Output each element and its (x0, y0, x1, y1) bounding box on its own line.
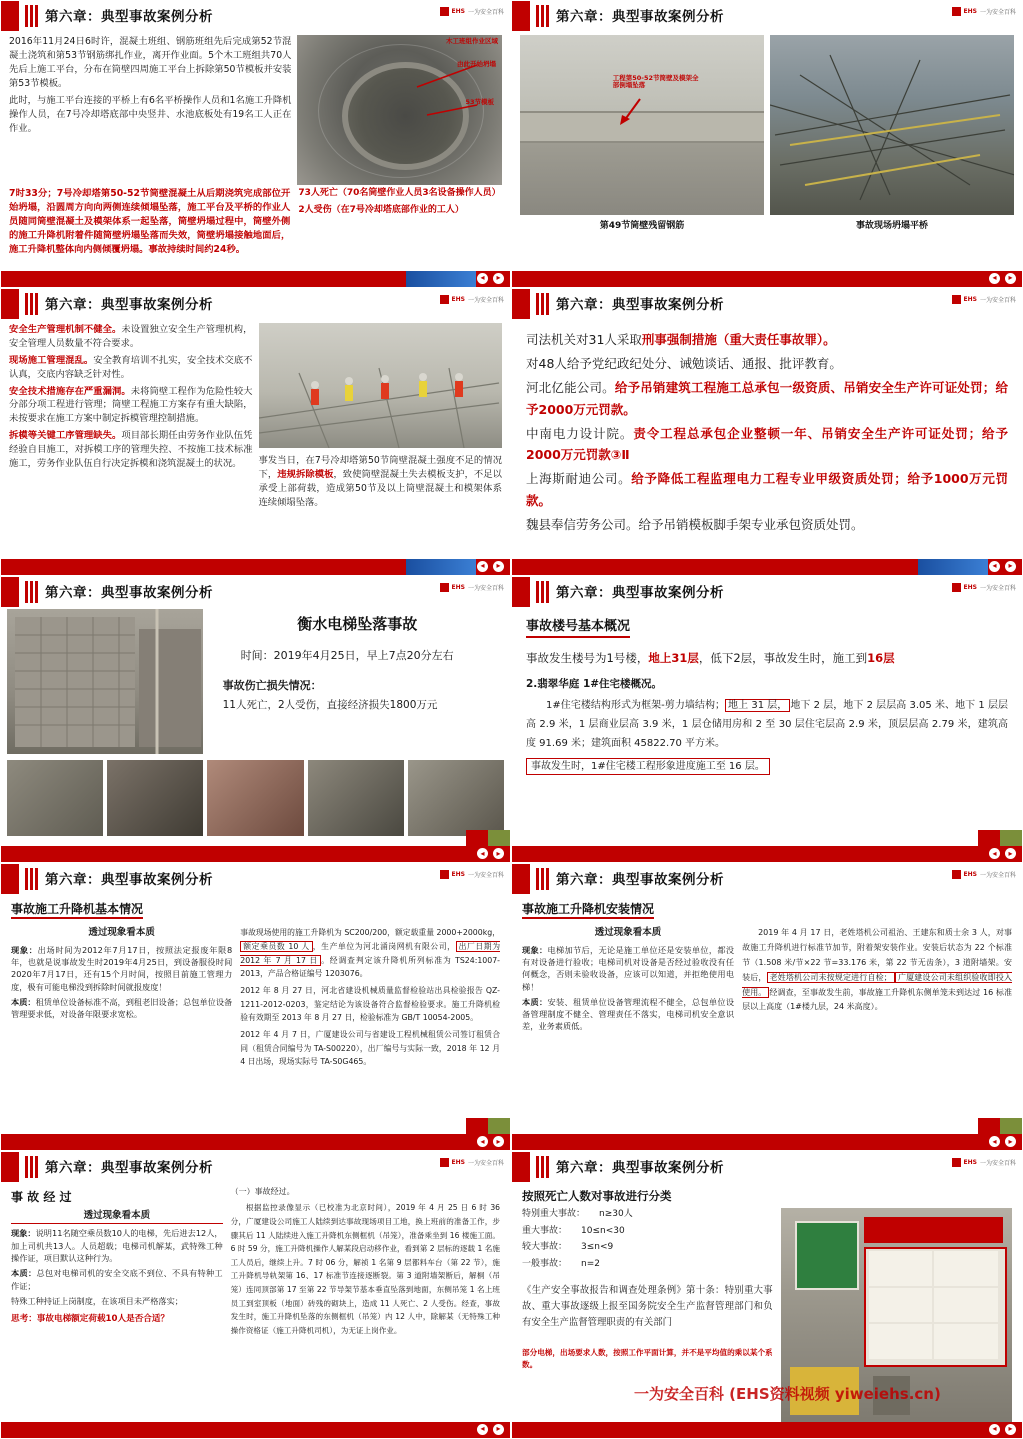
photo-wreckage-2 (107, 760, 203, 836)
penalty-line: 中南电力设计院。责令工程总承包企业整顿一年、吊销安全生产许可证处罚；给予2000万元罚款③Ⅱ (526, 425, 1008, 463)
section-title: 事 故 经 过 (11, 1190, 72, 1205)
slide-4 (511, 288, 1023, 576)
nav-next-button[interactable]: ▸ (493, 848, 504, 859)
ehs-logo: EHS 一为安全百科 (952, 1158, 1016, 1167)
slide-5 (0, 576, 511, 864)
photo-wreckage-5 (408, 760, 504, 836)
highlight-box: 事故发生时，1#住宅楼工程形象进度施工至 16 层。 (526, 758, 770, 775)
penalty-line: 魏县奉信劳务公司。给予吊销模板脚手架专业承包资质处罚。 (526, 516, 864, 532)
slide-10 (511, 1151, 1023, 1439)
photo-building-site (7, 609, 203, 754)
photo-annotation: 由此开始坍塌 (457, 60, 496, 68)
ehs-logo: EHS 一为安全百科 (952, 870, 1016, 879)
nav-next-button[interactable]: ▸ (493, 1424, 504, 1435)
photo-annotation: 木工班组作业区域 (446, 37, 498, 45)
nav-next-button[interactable]: ▸ (493, 1136, 504, 1147)
slide-6 (511, 576, 1023, 864)
class-row: 重大事故： 10≤n<30 (522, 1225, 625, 1236)
slide-footer (512, 846, 1022, 862)
header-bars-icon (536, 1156, 550, 1178)
slide-body (1, 894, 510, 1134)
ehs-logo: EHS 一为安全百科 (440, 583, 504, 592)
header-bars-icon (25, 581, 39, 603)
ehs-logo: EHS 一为安全百科 (440, 7, 504, 16)
building-icon (7, 609, 203, 754)
slide-header (512, 289, 1022, 319)
arrow-icon (297, 35, 502, 185)
slide-header (512, 864, 1022, 894)
last-line (526, 759, 1008, 774)
slide-footer (512, 559, 1022, 575)
photo-annotation: 53节模板 (465, 98, 494, 106)
page-title: 第六章：典型事故案例分析 (556, 872, 724, 889)
tab-green[interactable] (1000, 1118, 1022, 1134)
scaffold-icon (259, 323, 503, 448)
slide-header (512, 1, 1022, 31)
page-title: 第六章：典型事故案例分析 (556, 1160, 724, 1177)
photo-wreckage-1 (7, 760, 103, 836)
page-title: 第六章：典型事故案例分析 (45, 9, 213, 25)
page-title: 第六章：典型事故案例分析 (45, 872, 213, 889)
header-bars-icon (25, 1156, 39, 1178)
slide-body (512, 894, 1022, 1134)
phenomenon-block: 现象：出场时间为2012年7月17日，按照法定报废年限8年，也就是说事故发生时2019年4月25日，到设备服役时间2020年7月17日，还有15个月时间，按照目前施工管理力度，极有可能电梯没到拆除时间就报废度！ (11, 944, 233, 992)
slide-header (512, 1152, 1022, 1182)
nav-next-button[interactable]: ▸ (1005, 1136, 1016, 1147)
nav-prev-button[interactable]: ◂ (989, 1424, 1000, 1435)
nav-prev-button[interactable]: ◂ (989, 1136, 1000, 1147)
penalty-line: 对48人给予党纪政纪处分、诫勉谈话、通报、批评教育。 (526, 356, 842, 372)
footer-note: 部分电梯，出场要求人数，按照工作平面计算，并不是平均值的乘以某个系数。 (522, 1348, 773, 1369)
sub-title: 透过现象看本质 (594, 927, 662, 939)
tab-red[interactable] (978, 1118, 1000, 1134)
class-row: 特别重大事故： n≥30人 (522, 1209, 633, 1220)
tab-red[interactable] (466, 830, 488, 846)
penalty-line: 司法机关对31人采取刑事强制措施（重大责任事故罪）。 (526, 331, 836, 347)
tab-red[interactable] (978, 830, 1000, 846)
sub-title: 透过现象看本质 (88, 927, 155, 939)
installation-text: 2019 年 4 月 17 日，老姓塔机公司祖治、王建东和质士余 3 人，对事故施工升降机进行标准节加节，附着架安装作业。安装后状态为 22 个标准节（1.508 米/节×22 节=33.176 米，第 22 节无齿条），3 道附墙架。安装后， 老姓塔机公司未按规定进行自检； 广厦建设公司未组织验收即投入使用。 经调查，至事故发生前，事故施工升降机东侧单笼未到达过 16 标准层以上高度（1#楼九层，24 米高度）。 (742, 928, 1013, 1012)
header-bars-icon (25, 5, 39, 27)
photo-collapsed-bridge (770, 35, 1014, 215)
penalty-line: 上海斯耐迪公司。给予降低工程监理电力工程专业甲级资质处罚；给予1000万元罚款。 (526, 471, 1008, 508)
tab-green[interactable] (1000, 830, 1022, 846)
header-bars-icon (536, 5, 550, 27)
header-bars-icon (25, 868, 39, 890)
time-line: 时间：2019年4月25日，早上7点20分左右 (240, 648, 454, 662)
essence-block: 本质：安装、租赁单位设备管理流程不健全，总包单位设备管理制度不健全、管理责任不落实，电梯司机安全意识差，业务素质低。 (522, 996, 735, 1032)
slide-body (512, 1182, 1022, 1422)
nav-prev-button[interactable]: ◂ (477, 848, 488, 859)
class-row: 一般事故： n=2 (522, 1258, 600, 1269)
ehs-logo: EHS 一为安全百科 (440, 295, 504, 304)
slide-body (512, 31, 1022, 271)
casualty-line: 73人死亡（70名筒壁作业人员3名设备操作人员） (298, 188, 501, 198)
detail-text: 1#住宅楼结构形式为框架-剪力墙结构； 地上 31 层， 地下 2 层，地下 2 层层高 3.05 米、地下 1 层层高 2.9 米，1 层商业层高 3.9 米，1 层仓储用房和 2 至 30 层住宅层高 2.9 米，顶层层高 2.79 米，建筑高度 91.69 米；建筑面积 45822.70 平方米。 (526, 699, 1008, 749)
tab-green[interactable] (488, 1118, 510, 1134)
slide-body (1, 1182, 510, 1422)
phenomenon-block: 现象：电梯加节后，无论是施工单位还是安装单位，都没有对设备进行验收；电梯司机对设备是否经过验收没有任何概念，否则未验收设备，应该可以知道，并拒绝使用电梯！ (522, 944, 735, 992)
penalty-line: 河北亿能公司。给予吊销建筑工程施工总承包一级资质、吊销安全生产许可证处罚；给予2000万元罚款。 (526, 380, 1008, 417)
cause-item: 安全生产管理机制不健全。未设置独立安全生产管理机构，安全管理人员数量不符合要求。 (9, 323, 253, 349)
cause-item: 安全技术措施存在严重漏洞。未将筒壁工程作为危险性较大分部分项工程进行管理；筒壁工程施工方案存有重大缺陷，未按要求在施工方案中制定拆模管理控制措施。 (9, 385, 253, 425)
slide-footer (1, 1134, 510, 1150)
slide-body (512, 607, 1022, 847)
highlight-box: 地上 31 层， (725, 699, 790, 712)
slide-body (1, 31, 510, 271)
section-title: 事故施工升降机安装情况 (522, 900, 654, 919)
nav-next-button[interactable]: ▸ (1005, 848, 1016, 859)
tab-red[interactable] (466, 1118, 488, 1134)
process-title: （一）事故经过。 (230, 1187, 295, 1197)
phenomenon-block: 现象：说明11名随空乘员数10人的电梯，先后进去12人，加上司机共13人。人员超载；电梯司机解某，武特殊工种操作证，项目默认这种行为。 (11, 1228, 223, 1264)
ehs-logo: EHS 一为安全百科 (952, 583, 1016, 592)
regulation-text: 《生产安全事故报告和调查处理条例》第十条：特别重大事故、重大事故逐级上报至国务院安全生产监督管理部门和负有安全生产监督管理职责的有关部门 (522, 1285, 773, 1329)
slide-footer (512, 1422, 1022, 1438)
page-title: 第六章：典型事故案例分析 (556, 9, 724, 25)
nav-next-button[interactable]: ▸ (1005, 273, 1016, 284)
nav-next-button[interactable]: ▸ (493, 561, 504, 572)
highlight-box: 广厦建设公司未组织验收即投入使用。 (742, 972, 1013, 997)
ehs-logo: EHS 一为安全百科 (440, 870, 504, 879)
photo-caption: 第49节筒壁残留钢筋 (599, 221, 685, 231)
slide-1 (0, 0, 511, 288)
page-title: 第六章：典型事故案例分析 (556, 584, 724, 601)
watermark: 一为安全百科 (EHS资料视频 yiweiehs.cn) (633, 1384, 941, 1403)
section-title: 按照死亡人数对事故进行分类 (522, 1189, 672, 1204)
page-title: 第六章：典型事故案例分析 (556, 296, 724, 313)
slide-7 (0, 863, 511, 1151)
paragraph-bottom: 7时33分；7号冷却塔第50-52节筒壁混凝土从后期浇筑完成部位开始坍塌，沿圆周方向向两侧连续倾塌坠落，施工平台及平桥的作业人员随同筒壁混凝土及模架体系一起坠落，筒壁坍塌过程中，筒壁外侧的施工升降机附着件随筒壁坍塌坠落而失效，筒壁坍塌接触地面后，施工升降机整体向内侧倾覆坍塌。事故持续时间约24秒。 (9, 188, 291, 255)
cause-item: 现场施工管理混乱。安全教育培训不扎实，安全技术交底不认真，交底内容缺乏针对性。 (9, 354, 253, 380)
right-paragraph: 事发当日，在7号冷却塔第50节筒壁混凝土强度不足的情况下，违规拆除模板，致使筒壁混凝土失去模板支护，不足以承受上部荷载，造成第50节及以上筒壁混凝土和模架体系连续倾塌坠落。 (258, 454, 502, 508)
slide-footer (1, 271, 510, 287)
nav-prev-button[interactable]: ◂ (477, 273, 488, 284)
highlight-box: 老姓塔机公司未按规定进行自检； (767, 972, 895, 983)
paragraph: 2016年11月24日6时许，混凝土班组、钢筋班组先后完成第52节混凝土浇筑和第53节钢筋绑扎作业，离开作业面。5个木工班组共70人先后上施工平台，分布在筒壁四周施工平台上拆除第50节模板并安装第53节模板。 (9, 36, 292, 89)
nav-prev-button[interactable]: ◂ (989, 848, 1000, 859)
header-bars-icon (536, 581, 550, 603)
slide-header (1, 1152, 510, 1182)
slide-footer (1, 559, 510, 575)
slide-header (1, 577, 510, 607)
equipment-text-2: 2012 年 8 月 27 日，河北省建设机械质量监督检验站出具检验报告 QZ-1211-2012-0203，鉴定结论为该设备符合监督检验要求。施工升降机检验有效期至 2013 年 8 月 27 日，检验标准为 GB/T 10054-2005。 (240, 985, 500, 1023)
nav-prev-button[interactable]: ◂ (477, 1136, 488, 1147)
header-bars-icon (25, 293, 39, 315)
highlight-box: 出厂日期为 2012 年 7 月 17 日 (240, 942, 500, 965)
photo-remaining-rebar (520, 35, 764, 215)
slide-2 (511, 0, 1023, 288)
page-title: 第六章：典型事故案例分析 (45, 296, 213, 313)
summary-line: 事故发生楼号为1号楼，地上31层，低下2层，事故发生时，施工到16层 (526, 650, 895, 665)
slide-body (1, 607, 510, 847)
class-row: 较大事故： 3≤n<9 (522, 1242, 614, 1253)
slide-8 (511, 863, 1023, 1151)
header-bars-icon (536, 293, 550, 315)
equipment-text-1: 事故现场使用的施工升降机为 SC200/200，额定载重量 2000+2000kg，额定乘员数 10 人 ，生产单位为河北涌岗网机有限公司， 出厂日期为 2012 年 7 月 17 日 。经调查判定该升降机所列标准为 TS24:1007-2013，产品合格证编号 1203076。 (240, 928, 500, 979)
sub-title: 2.翡翠华庭 1#住宅楼概况。 (526, 677, 663, 690)
nav-next-button[interactable]: ▸ (1005, 561, 1016, 572)
essence-block-2: 特殊工种持证上岗制度，在该项目未严格落实； (11, 1295, 183, 1306)
header-bars-icon (536, 868, 550, 890)
accident-photo-aerial (297, 35, 502, 185)
slide-footer (1, 846, 510, 862)
arrow-icon (520, 35, 764, 215)
essence-block: 本质：总包对电梯司机的安全交底不到位、不具有特种工作证； (11, 1268, 223, 1291)
slide-footer (1, 1422, 510, 1438)
slide-9 (0, 1151, 511, 1439)
slide-footer (512, 271, 1022, 287)
essence-block: 本质：租赁单位设备标准不高，到租老旧设备；总包单位设备管理要求低，对设备年限要求宽松。 (11, 996, 233, 1020)
slide-body (1, 319, 510, 559)
loss-text: 11人死亡，2人受伤，直接经济损失1800万元 (222, 698, 438, 711)
slide-header (512, 577, 1022, 607)
nav-next-button[interactable]: ▸ (1005, 1424, 1016, 1435)
photo-workers-on-platform (259, 323, 503, 448)
photo-annotation: 工程第50-52节筒壁及模架全部倒塌坠落 (612, 73, 699, 90)
photo-wreckage-4 (308, 760, 404, 836)
slide-footer (512, 1134, 1022, 1150)
process-text: 根据监控录像显示（已校准为北京时间），2019 年 4 月 25 日 6 时 36 分，广厦建设公司施工人陆续到达事故现场项目工地，换上班前的准备工作，步骤其后 11 人陆续进入施工升降机东侧框机（吊笼），准备乘坐到 16 楼施工面。6 时 59 分，施工升降机操作人解某段启动移作业，看到第 2 层标的逐载 1 名施工人员后，继续上升。7 时 06 分，解祯 1 名第 9 层都料车台（第 22 节），施工升降机导轨架第 16、17 标准节连接逐断裂。第 3 道附墙架断后，解桐（吊笼）连同顶部第 17 至第 22 节导架节基本垂直坠落到地面，东侧吊笼 1 名上班员工到室顶板（地面）砖残的砌块上，造成 11 人死亡、2 人受伤。经查，事故发生时，施工升降机坠落的东侧框机（吊笼）内 12 人中，除解某（无特殊工种操作资格证（施工升降机司机），为无证上岗作业。 (230, 1203, 500, 1336)
slide-header (1, 1, 510, 31)
slide-header (1, 864, 510, 894)
debris-lines-icon (770, 35, 1014, 215)
section-title: 事故楼号基本概况 (526, 615, 630, 638)
equipment-text-3: 2012 年 4 月 7 日，广厦建设公司与省建设工程机械租赁公司签订租赁合同（租赁合同编号为 TA-S00220），出厂编号与实际一致，2018 年 12 月 4 日出场，现场实际号 TA-S0G465。 (240, 1029, 500, 1067)
think-question: 思考：事故电梯额定荷载10人是否合适？ (11, 1314, 170, 1325)
ehs-logo: EHS 一为安全百科 (952, 7, 1016, 16)
photo-caption: 事故现场坍塌平桥 (855, 221, 928, 231)
highlight-box: 额定乘员数 10 人 (240, 941, 313, 952)
slide-title: 衡水电梯坠落事故 (297, 614, 418, 633)
casualty-line: 2人受伤（在7号冷却塔底部作业的工人） (298, 204, 464, 215)
page-title: 第六章：典型事故案例分析 (45, 1160, 213, 1177)
nav-prev-button[interactable]: ◂ (477, 1424, 488, 1435)
section-title: 事故施工升降机基本情况 (11, 900, 143, 919)
nav-prev-button[interactable]: ◂ (989, 273, 1000, 284)
slide-body (512, 319, 1022, 559)
tab-green[interactable] (488, 830, 510, 846)
ehs-logo: EHS 一为安全百科 (440, 1158, 504, 1167)
slide-3 (0, 288, 511, 576)
photo-wreckage-3 (207, 760, 303, 836)
ehs-logo: EHS 一为安全百科 (952, 295, 1016, 304)
slide-header (1, 289, 510, 319)
loss-title: 事故伤亡损失情况： (222, 679, 322, 693)
nav-prev-button[interactable]: ◂ (477, 561, 488, 572)
cause-item: 拆模等关键工序管理缺失。项目部长期任由劳务作业队伍凭经验自目施工，对拆模工序的管理失控、不按施工技术标准施工，劳务作业队伍自行决定拆模和浇筑混凝土的状况。 (9, 430, 253, 470)
nav-next-button[interactable]: ▸ (493, 273, 504, 284)
nav-prev-button[interactable]: ◂ (989, 561, 1000, 572)
sub-title: 透过现象看本质 (11, 1209, 223, 1224)
page-title: 第六章：典型事故案例分析 (45, 584, 213, 601)
paragraph: 此时，与施工平台连接的平桥上有6名平桥操作人员和1名施工升降机操作人员，在7号冷却塔底部中央竖井、水池底板处有19名工人正在作业。 (9, 94, 292, 134)
